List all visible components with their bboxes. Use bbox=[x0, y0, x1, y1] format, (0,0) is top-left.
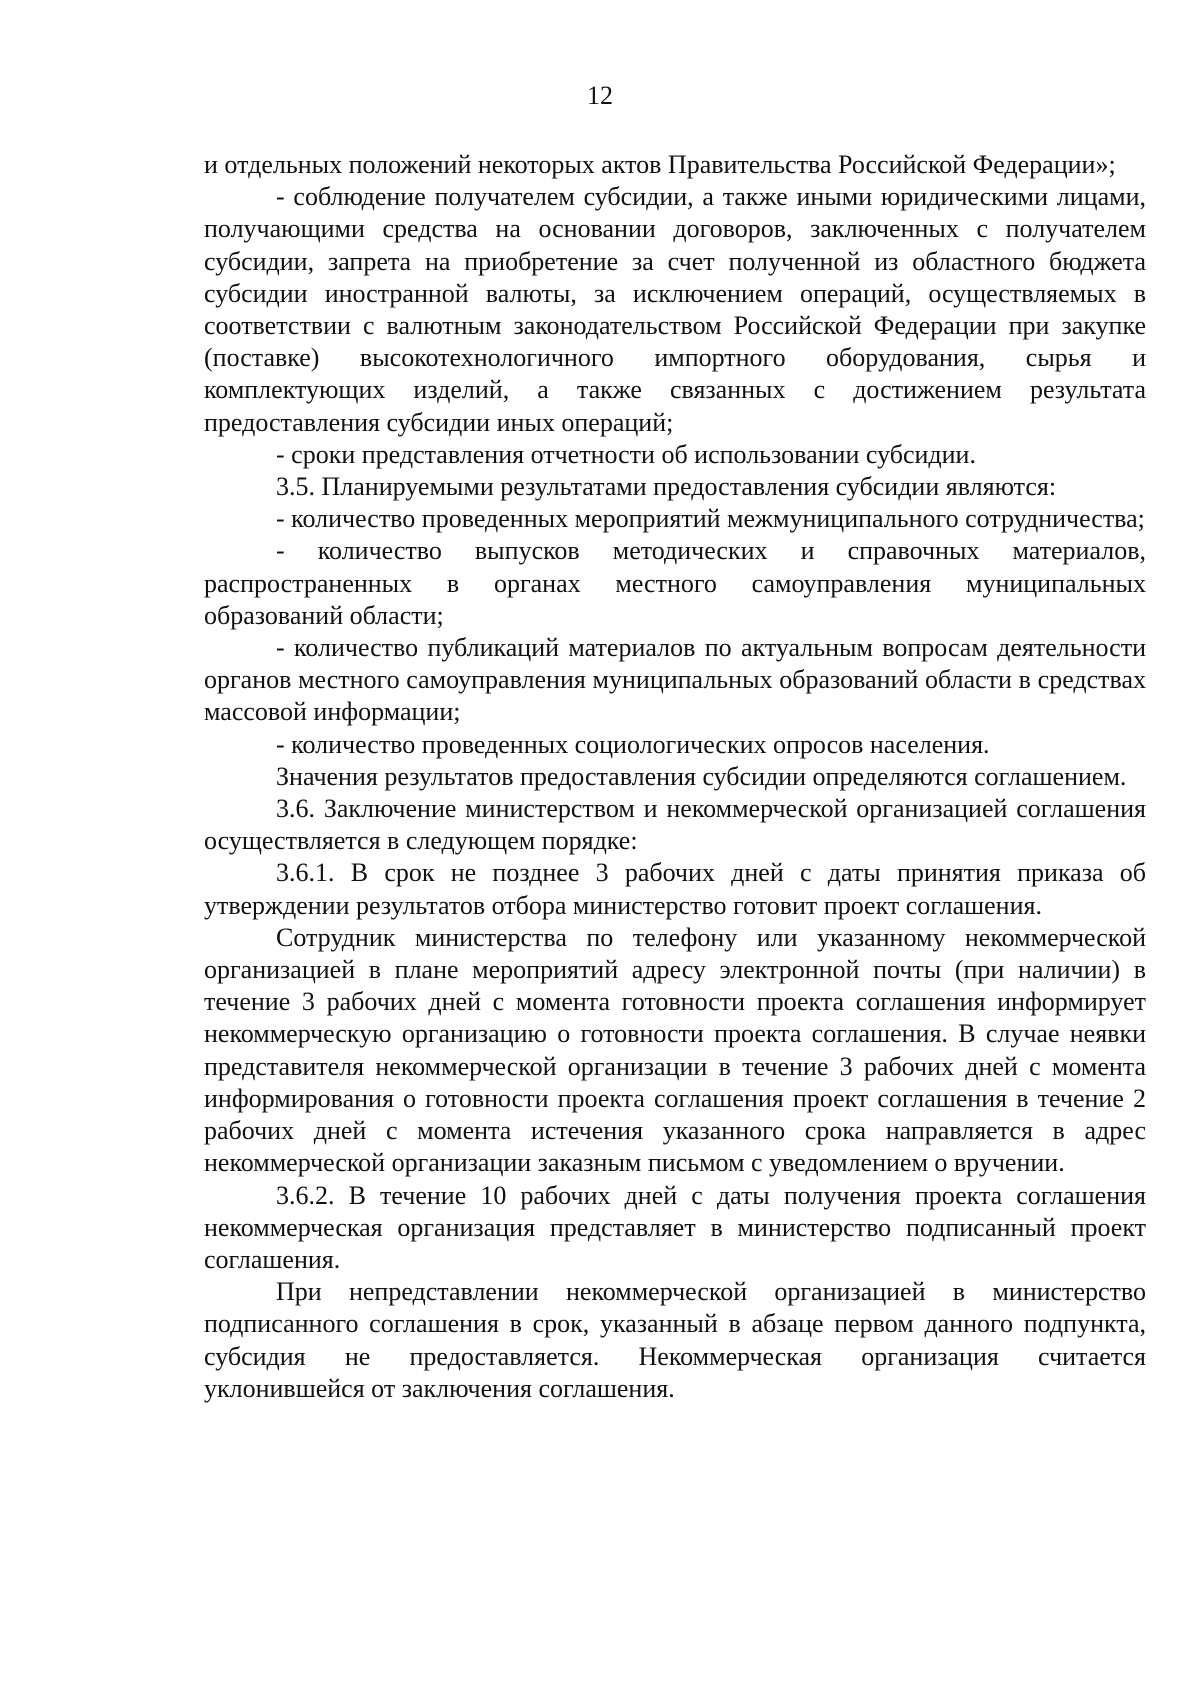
paragraph: Сотрудник министерства по телефону или указанному некоммерческой организацией в плане мероприятий адресу электронной почты (при наличии) в течение 3 рабочих дней с момента готовности проекта соглашения информирует некоммерческую организацию о готовности проекта соглашения. В случае неявки представителя некоммерческой организации в течение 3 рабочих дней с момента информирования о готовности проекта соглашения проект соглашения в течение 2 рабочих дней с момента истечения указанного срока направляется в адрес некоммерческой организации заказным письмом с уведомлением о вручении. bbox=[204, 922, 1146, 1178]
page-number: 12 bbox=[587, 81, 613, 110]
paragraph: - количество проведенных мероприятий межмуниципального сотрудничества; bbox=[276, 504, 1145, 534]
paragraph: 3.6.1. В срок не позднее 3 рабочих дней с даты принятия приказа об утверждении результатов отбора министерство готовит проект соглашения. bbox=[204, 858, 1146, 920]
paragraph: 3.5. Планируемыми результатами предоставления субсидии являются: bbox=[276, 472, 1057, 502]
paragraph: Значения результатов предоставления субсидии определяются соглашением. bbox=[276, 761, 1127, 791]
paragraph: При непредставлении некоммерческой организацией в министерство подписанного соглашения в срок, указанный в абзаце первом данного подпункта, субсидия не предоставляется. Некоммерческая организация считается уклонившейся от заключения соглашения. bbox=[204, 1277, 1146, 1403]
paragraph: - количество проведенных социологических опросов населения. bbox=[276, 729, 990, 759]
paragraph: 3.6. Заключение министерством и некоммерческой организацией соглашения осуществляется в следующем порядке: bbox=[204, 794, 1146, 856]
paragraph: и отдельных положений некоторых актов Правительства Российской Федерации»; bbox=[204, 150, 1116, 179]
paragraph: - соблюдение получателем субсидии, а также иными юридическими лицами, получающими средства на основании договоров, заключенных с получателем субсидии, запрета на приобретение за счет полученной из областного бюджета субсидии иностранной валюты, за исключением операций, осуществляемых в соответствии с валютным законодательством Российской Федерации при закупке (поставке) высокотехнологичного импортного оборудования, сырья и комплектующих изделий, а также связанных с достижением результата предоставления субсидии иных операций; bbox=[204, 182, 1146, 437]
document-body bbox=[204, 149, 1146, 1405]
paragraph: 3.6.2. В течение 10 рабочих дней с даты получения проекта соглашения некоммерческая организация представляет в министерство подписанный проект соглашения. bbox=[204, 1180, 1146, 1274]
paragraph: - количество публикаций материалов по актуальным вопросам деятельности органов местного самоуправления муниципальных образований области в средствах массовой информации; bbox=[204, 633, 1146, 727]
paragraph: - сроки представления отчетности об использовании субсидии. bbox=[276, 439, 976, 469]
paragraph: - количество выпусков методических и справочных материалов, распространенных в органах местного самоуправления муниципальных образований области; bbox=[204, 536, 1146, 630]
